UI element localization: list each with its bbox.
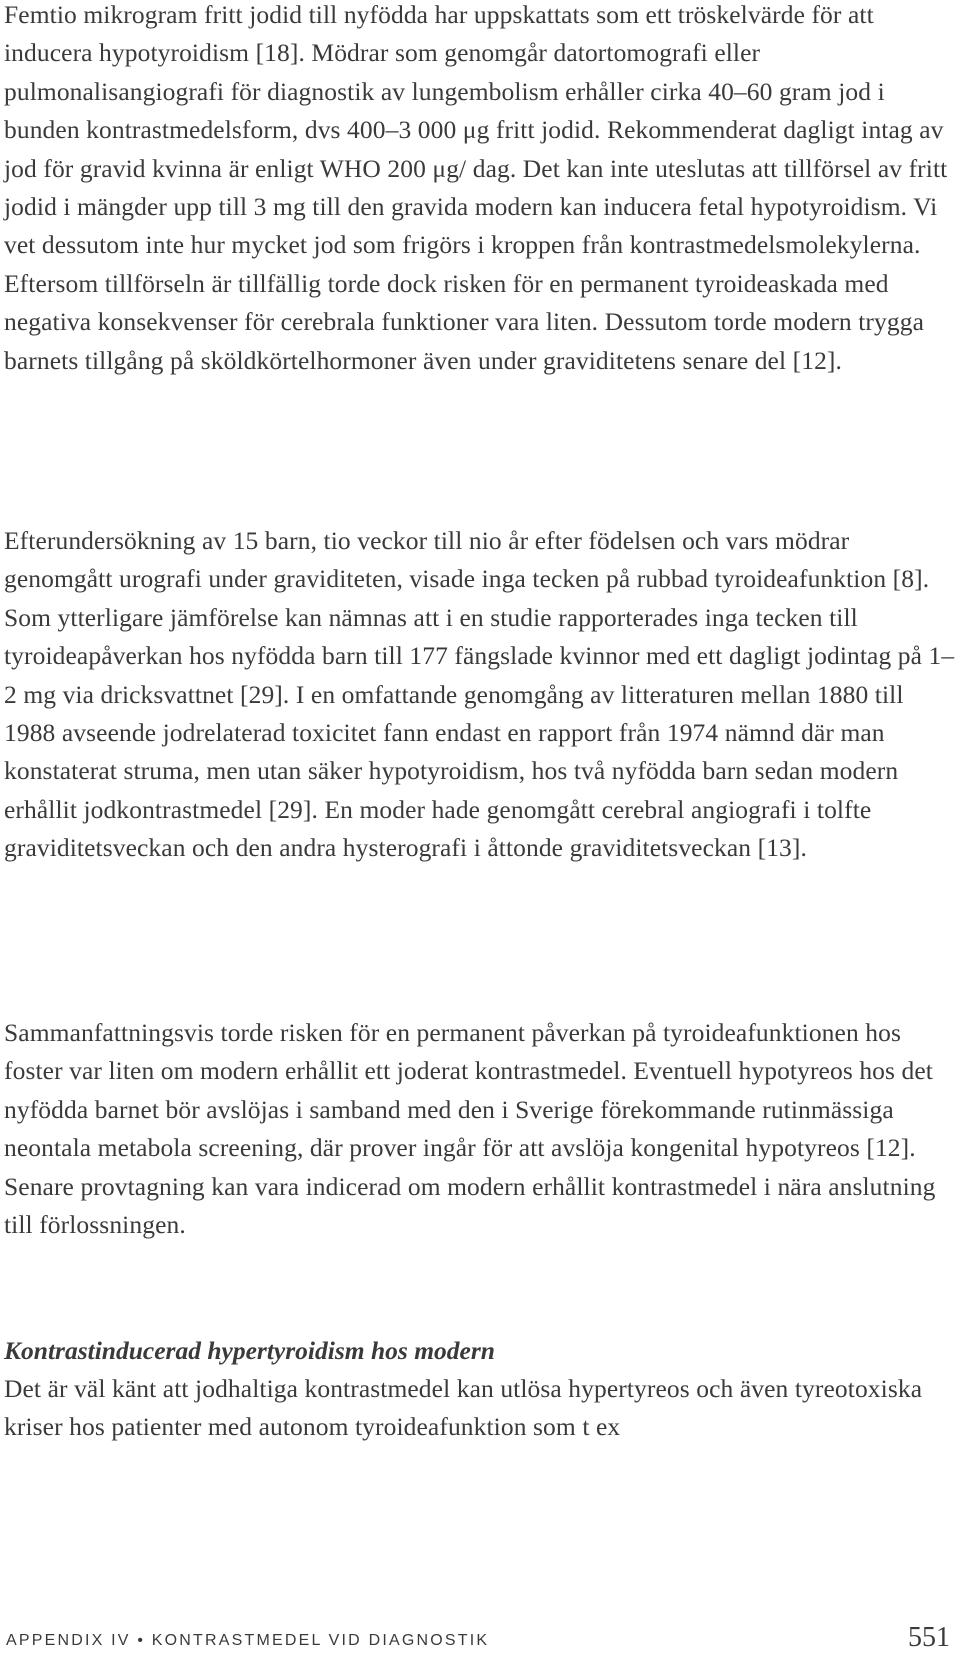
page-number: 551 <box>908 1622 950 1653</box>
section-heading: Kontrastinducerad hypertyroidism hos modern <box>4 1336 495 1365</box>
running-title: APPENDIX IV • KONTRASTMEDEL VID DIAGNOSTIK <box>6 1632 490 1649</box>
paragraph-1: Femtio mikrogram fritt jodid till nyfödda har uppskattats som ett tröskelvärde för att inducera hypotyroidism [18]. Mödrar som genomgår datortomografi eller pulmonalisangiografi för diagnostik av lungembolism erhåller cirka 40–60 gram jod i bunden kontrastmedelsform, dvs 400–3 000 μg fritt jodid. Rekommenderat dagligt intag av jod för gravid kvinna är enligt WHO 200 μg/ dag. Det kan inte uteslutas att tillförsel av fritt jodid i mängder upp till 3 mg till den gravida modern kan inducera fetal hypotyroidism. Vi vet dessutom inte hur mycket jod som frigörs i kroppen från kontrastmedelsmolekylerna. Eftersom tillförseln är tillfällig torde dock risken för en permanent tyroideaskada med negativa konsekvenser för cerebrala funktioner vara liten. Dessutom torde modern trygga barnets tillgång på sköldkörtelhormoner även under graviditetens senare del [12]. <box>4 0 948 375</box>
paragraph-3: Sammanfattningsvis torde risken för en permanent påverkan på tyroideafunktionen hos foster var liten om modern erhållit ett joderat kontrastmedel. Eventuell hypotyreos hos det nyfödda barnet bör avslöjas i samband med den i Sverige förekommande rutinmässiga neontala metabola screening, där prover ingår för att avslöja kongenital hypotyreos [12]. Senare provtagning kan vara indicerad om modern erhållit kontrastmedel i nära anslutning till förlossningen. <box>4 1018 936 1240</box>
page-footer <box>6 1616 954 1656</box>
paragraph-2: Efterundersökning av 15 barn, tio veckor till nio år efter födelsen och vars mödrar genomgått urografi under graviditeten, visade inga tecken på rubbad tyroideafunktion [8]. Som ytterligare jämförelse kan nämnas att i en studie rapporterades inga tecken till tyroideapåverkan hos nyfödda barn till 177 fängslade kvinnor med ett dagligt jodintag på 1–2 mg via dricksvattnet [29]. I en omfattande genomgång av litteraturen mellan 1880 till 1988 avseende jodrelaterad toxicitet fann endast en rapport från 1974 nämnd där man konstaterat struma, men utan säker hypotyroidism, hos två nyfödda barn sedan modern erhållit jodkontrastmedel [29]. En moder hade genomgått cerebral angiografi i tolfte graviditetsveckan och den andra hysterografi i åttonde graviditetsveckan [13]. <box>4 526 955 863</box>
section-paragraph: Det är väl känt att jodhaltiga kontrastmedel kan utlösa hypertyreos och även tyreotoxiska kriser hos patienter med autonom tyroideafunktion som t ex <box>4 1374 923 1442</box>
